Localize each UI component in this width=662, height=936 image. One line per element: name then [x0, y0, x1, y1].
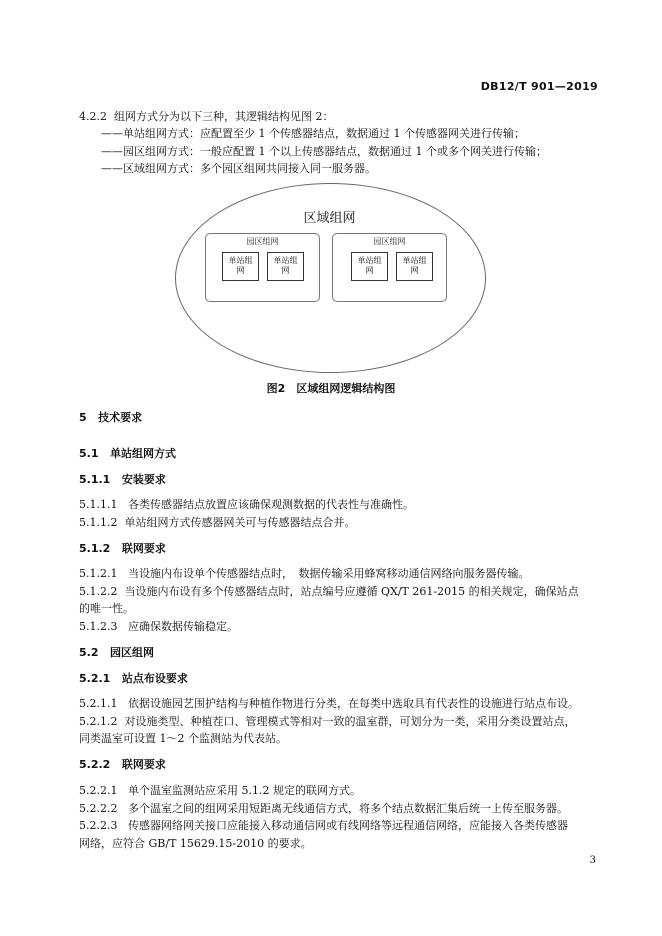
clause-5-2-2-3	[79, 818, 568, 833]
section-5-2-heading	[79, 645, 154, 660]
clause-5-2-2-1	[79, 783, 361, 798]
clause-text: 当设施内布设单个传感器结点时， 数据传输采用蜂窝移动通信网络向服务器传输。	[127, 567, 530, 580]
section-title: 单站组网方式	[110, 447, 176, 460]
clause-text: 各类传感器结点放置应该确保观测数据的代表性与准确性。	[127, 498, 414, 511]
section-5-1-heading	[79, 446, 176, 461]
clause-5-1-2-3	[79, 619, 238, 634]
station-label-line: 网	[410, 266, 419, 275]
clause-5-2-1-1	[79, 696, 579, 711]
section-number: 5.2	[79, 646, 99, 659]
single-station-box	[351, 252, 388, 281]
section-number: 5	[79, 411, 87, 424]
clause-continuation: 网络，应符合 GB/T 15629.15-2010 的要求。	[79, 837, 312, 850]
clause-text: 多个温室之间的组网采用短距离无线通信方式，将多个结点数据汇集后统一上传至服务器。	[127, 802, 568, 815]
section-5-heading	[79, 410, 142, 425]
clause-number: 4.2.2	[79, 110, 107, 123]
clause-4-2-2	[79, 109, 334, 124]
clause-number: 5.1.1.1	[79, 498, 118, 511]
clause-number: 5.1.1.2	[79, 516, 118, 529]
list-item: ——区域组网方式：多个园区组网共同接入同一服务器。	[101, 162, 376, 175]
list-item: ——园区组网方式：一般应配置 1 个以上传感器结点，数据通过 1 个或多个网关进行传输；	[101, 145, 547, 158]
clause-number: 5.1.2.3	[79, 620, 118, 633]
clause-text: 依据设施园艺围护结构与种植作物进行分类，在每类中选取具有代表性的设施进行站点布设。	[127, 697, 579, 710]
clause-text: 对设施类型、种植茬口、管理模式等相对一致的温室群，可划分为一类，采用分类设置站点，	[124, 715, 576, 728]
single-station-box	[267, 252, 304, 281]
section-number: 5.1.2	[79, 542, 111, 555]
section-title: 联网要求	[121, 758, 166, 771]
section-5-2-1-heading	[79, 671, 188, 686]
station-label-line: 单站组	[273, 256, 298, 265]
clause-number: 5.1.2.2	[79, 585, 118, 598]
clause-text: 当设施内布设有多个传感器结点时，站点编号应遵循 QX/T 261-2015 的相关规定，确保站点	[124, 585, 579, 598]
section-title: 安装要求	[121, 473, 166, 486]
clause-5-1-1-2	[79, 515, 355, 530]
station-label-line: 单站组	[228, 256, 253, 265]
single-station-box	[222, 252, 259, 281]
section-number: 5.2.2	[79, 758, 111, 771]
clause-text: 应确保数据传输稳定。	[127, 620, 238, 633]
clause-5-1-1-1	[79, 497, 414, 512]
station-label-line: 单站组	[402, 256, 427, 265]
clause-number: 5.2.1.2	[79, 715, 118, 728]
clause-5-1-2-2	[79, 584, 579, 599]
park-label: 园区组网	[246, 237, 279, 246]
section-title: 站点布设要求	[121, 672, 188, 685]
section-number: 5.1	[79, 447, 99, 460]
station-label-line: 单站组	[357, 256, 382, 265]
figure-caption: 图2 区域组网逻辑结构图	[266, 382, 396, 395]
station-label-line: 网	[281, 266, 290, 275]
clause-number: 5.1.2.1	[79, 567, 118, 580]
region-network-diagram	[175, 183, 486, 373]
section-5-2-2-heading	[79, 757, 166, 772]
clause-continuation: 的唯一性。	[79, 602, 134, 615]
section-number: 5.1.1	[79, 473, 111, 486]
clause-5-2-2-2	[79, 801, 568, 816]
clause-text: 单站组网方式传感器网关可与传感器结点合并。	[124, 516, 356, 529]
clause-5-1-2-1	[79, 566, 529, 581]
clause-number: 5.2.2.3	[79, 819, 118, 832]
section-title: 技术要求	[98, 411, 143, 424]
doc-code-header: DB12/T 901—2019	[480, 80, 598, 93]
clause-continuation: 同类温室可设置 1～2 个监测站为代表站。	[79, 732, 287, 745]
clause-text: 传感器网络网关接口应能接入移动通信网或有线网络等远程通信网络，应能接入各类传感器	[127, 819, 568, 832]
clause-text: 单个温室监测站应采用 5.1.2 规定的联网方式。	[127, 784, 361, 797]
park-network-box	[332, 233, 447, 302]
park-label: 园区组网	[373, 237, 406, 246]
park-network-box	[205, 233, 320, 302]
clause-number: 5.2.2.1	[79, 784, 118, 797]
section-5-1-2-heading	[79, 541, 166, 556]
list-item: ——单站组网方式：应配置至少 1 个传感器结点，数据通过 1 个传感器网关进行传输；	[101, 127, 525, 140]
section-title: 园区组网	[110, 646, 154, 659]
section-number: 5.2.1	[79, 672, 111, 685]
section-5-1-1-heading	[79, 472, 166, 487]
region-label: 区域组网	[303, 211, 356, 226]
section-title: 联网要求	[121, 542, 166, 555]
clause-number: 5.2.2.2	[79, 802, 118, 815]
single-station-box	[396, 252, 433, 281]
page-number: 3	[589, 855, 596, 866]
station-label-line: 网	[365, 266, 374, 275]
clause-text: 组网方式分为以下三种，其逻辑结构见图 2：	[114, 110, 334, 123]
clause-number: 5.2.1.1	[79, 697, 118, 710]
station-label-line: 网	[236, 266, 245, 275]
clause-5-2-1-2	[79, 714, 575, 729]
